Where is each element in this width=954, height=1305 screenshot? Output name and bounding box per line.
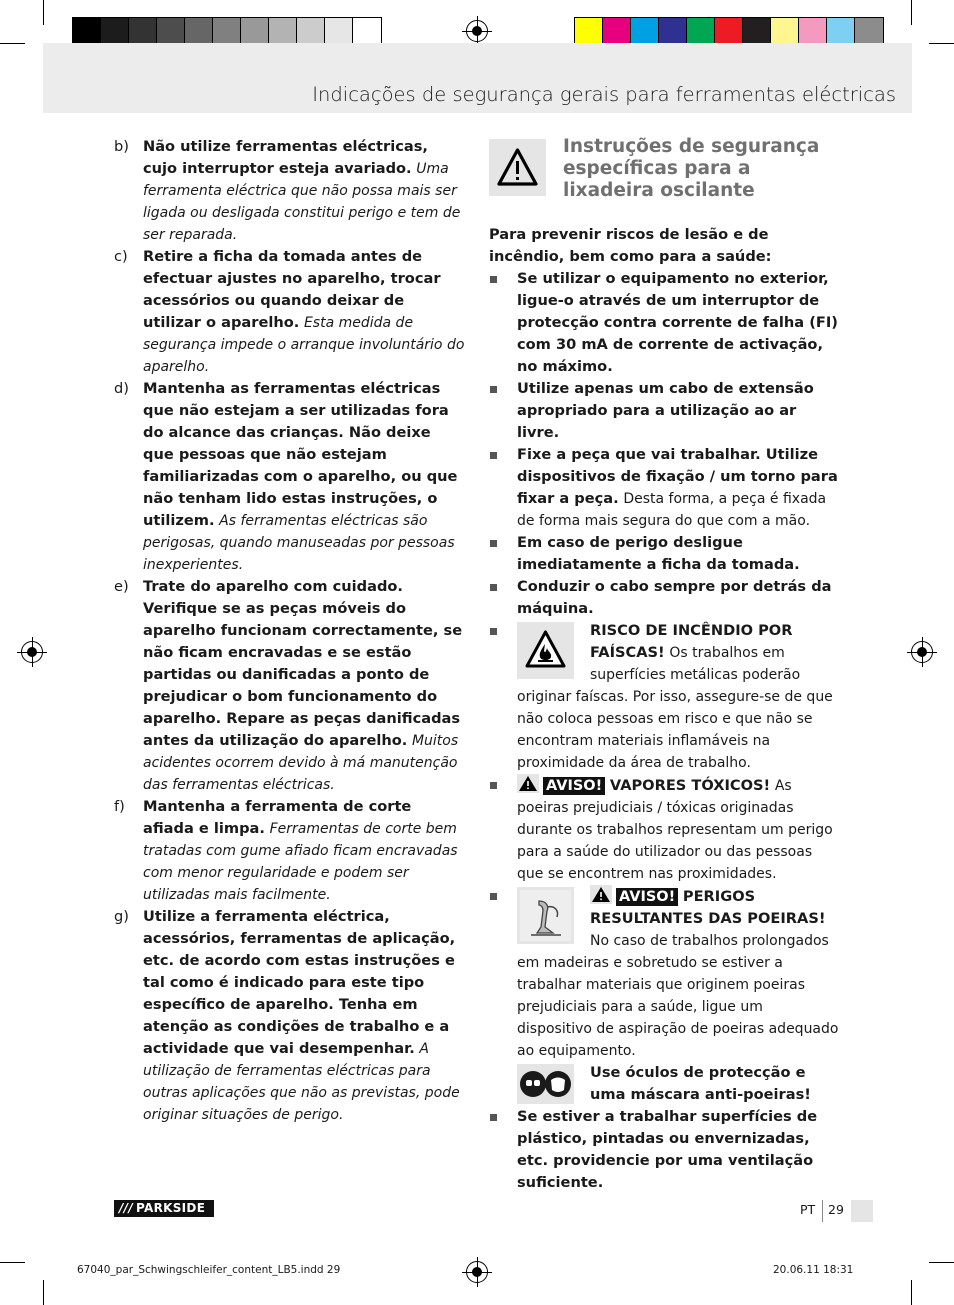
toxic-vapors-item xyxy=(489,774,841,885)
divider xyxy=(822,1200,823,1222)
dust-hazard-item xyxy=(489,885,841,1062)
bullet-icon xyxy=(490,1114,497,1121)
safety-bullet xyxy=(489,444,841,532)
safety-bullet xyxy=(489,576,841,620)
item-bold-text: Utilize a ferramenta eléctrica, acessórios, ferramentas de aplicação, etc. de acordo com estas instruções e tal como é indicado para este tipo específico de aparelho. Tenha em atenção as condições de trabalho e a actividade que vai desempenhar. xyxy=(143,908,456,1057)
color-swatch xyxy=(827,18,855,46)
crop-mark xyxy=(43,0,44,25)
bullet-bold-text: Conduzir o cabo sempre por detrás da máquina. xyxy=(517,578,832,617)
safety-list-item xyxy=(114,906,466,1126)
registration-mark-icon xyxy=(21,641,43,663)
crop-mark xyxy=(911,0,912,25)
warning-triangle-icon xyxy=(489,139,546,196)
bullet-bold-text: Utilize apenas um cabo de extensão apropriado para a utilização ao ar livre. xyxy=(517,380,814,441)
color-swatch xyxy=(101,18,129,46)
fire-risk-item xyxy=(489,620,841,774)
color-swatch xyxy=(269,18,297,46)
bullet-bold-text: Fixe a peça que vai trabalhar. Utilize dispositivos de fixação / um torno para fixar a peça. xyxy=(517,446,838,507)
item-label: d) xyxy=(114,380,129,397)
item-label: b) xyxy=(114,138,129,155)
item-italic-text: Uma ferramenta eléctrica que não possa mais ser ligada ou desligada constitui perigo e tem de ser reparada. xyxy=(143,161,461,243)
aviso-badge: AVISO! xyxy=(616,888,678,906)
color-swatch xyxy=(631,18,659,46)
crop-mark xyxy=(929,1262,954,1263)
ppe-item xyxy=(489,1062,841,1106)
bullet-bold-text: Se utilizar o equipamento no exterior, ligue-o através de um interruptor de protecção contra corrente de falha (FI) com 30 mA de corrente de activação, no máximo. xyxy=(517,270,838,375)
bullet-icon xyxy=(490,276,497,283)
color-swatch xyxy=(73,18,101,46)
item-italic-text: Muitos acidentes ocorrem devido à má manutenção das ferramentas eléctricas. xyxy=(143,733,459,793)
safety-list-item xyxy=(114,378,466,576)
safety-bullet xyxy=(489,378,841,444)
item-italic-text: Ferramentas de corte bem tratadas com gume afiado ficam encravadas com menor regularidade e podem ser utilizadas mais facilmente. xyxy=(143,821,458,903)
ventilation-text: Se estiver a trabalhar superfícies de plástico, pintadas ou envernizadas, etc. providencie por uma ventilação suficiente. xyxy=(517,1108,818,1191)
page-header xyxy=(43,43,912,113)
color-swatch xyxy=(715,18,743,46)
item-label: c) xyxy=(114,248,128,265)
safety-bullet xyxy=(489,532,841,576)
safety-list-item xyxy=(114,796,466,906)
ppe-text: Use óculos de protecção e uma máscara anti-poeiras! xyxy=(590,1064,811,1103)
color-swatch xyxy=(771,18,799,46)
item-bold-text: Mantenha as ferramentas eléctricas que não estejam a ser utilizadas fora do alcance das crianças. Não deixe que pessoas que não estejam familiarizadas com o aparelho, ou que não tenham lido estas instruções, o utilizem. xyxy=(143,380,458,529)
page-title: Indicações de segurança gerais para ferramentas eléctricas xyxy=(312,83,896,106)
goggles-and-mask-icon xyxy=(517,1064,574,1104)
dust-hazard-title: PERIGOS RESULTANTES DAS POEIRAS! xyxy=(590,888,826,927)
registration-mark-icon xyxy=(466,20,488,42)
color-swatch xyxy=(325,18,353,46)
crop-mark xyxy=(911,1280,912,1305)
page-tab xyxy=(851,1200,873,1222)
toxic-vapors-text: As poeiras prejudiciais / tóxicas originadas durante os trabalhos representam um perigo para a saúde do utilizador ou das pessoas que se encontrem nas proximidades. xyxy=(517,778,833,882)
color-swatch xyxy=(297,18,325,46)
logo-slashes: /// xyxy=(119,1201,134,1215)
parkside-logo xyxy=(114,1200,214,1217)
toxic-vapors-title: VAPORES TÓXICOS! xyxy=(609,777,771,794)
item-bold-text: Mantenha a ferramenta de corte afiada e limpa. xyxy=(143,798,412,837)
color-swatch xyxy=(799,18,827,46)
dust-extraction-icon xyxy=(517,887,574,944)
left-column xyxy=(114,136,466,1126)
item-bold-text: Não utilize ferramentas eléctricas, cujo interruptor esteja avariado. xyxy=(143,138,428,177)
page-number: 29 xyxy=(828,1202,844,1217)
ventilation-item xyxy=(489,1106,841,1194)
bullet-bold-text: Em caso de perigo desligue imediatamente a ficha da tomada. xyxy=(517,534,800,573)
color-swatch xyxy=(743,18,771,46)
language-code: PT xyxy=(800,1202,816,1217)
color-swatch xyxy=(855,18,883,46)
crop-mark xyxy=(0,1262,25,1263)
safety-list-item xyxy=(114,136,466,246)
safety-bullet-list xyxy=(489,268,841,620)
warning-triangle-icon xyxy=(590,885,612,904)
crop-mark xyxy=(0,43,25,44)
safety-list-item xyxy=(114,576,466,796)
right-column xyxy=(489,136,841,1194)
item-label: g) xyxy=(114,908,129,925)
bullet-icon xyxy=(490,386,497,393)
brand-name: PARKSIDE xyxy=(136,1201,206,1215)
aviso-badge: AVISO! xyxy=(543,777,605,795)
color-swatch xyxy=(157,18,185,46)
item-bold-text: Trate do aparelho com cuidado. Verifique se as peças móveis do aparelho funcionam correctamente, se não ficam encravadas e se estão partidas ou danificadas a ponto de prejudicar o bom funcionamento do aparelho. Repare as peças danificadas antes da utilização do aparelho. xyxy=(143,578,463,749)
warning-triangle-icon xyxy=(517,774,539,793)
fire-risk-title: RISCO DE INCÊNDIO POR FAÍSCAS! xyxy=(590,622,793,661)
bullet-icon xyxy=(490,628,497,635)
bullet-icon xyxy=(490,584,497,591)
color-swatch xyxy=(603,18,631,46)
registration-mark-icon xyxy=(466,1261,488,1283)
intro-text: Para prevenir riscos de lesão e de incêndio, bem como para a saúde: xyxy=(489,226,772,265)
color-swatch xyxy=(575,18,603,46)
item-label: f) xyxy=(114,798,125,815)
item-label: e) xyxy=(114,578,129,595)
slug-filename: 67040_par_Schwingschleifer_content_LB5.indd 29 xyxy=(77,1264,341,1276)
fire-warning-icon xyxy=(517,622,574,679)
item-italic-text: A utilização de ferramentas eléctricas para outras aplicações que não as previstas, pode originar situações de perigo. xyxy=(143,1041,460,1123)
bullet-icon xyxy=(490,782,497,789)
safety-bullet xyxy=(489,268,841,378)
color-swatch xyxy=(353,18,381,46)
bullet-icon xyxy=(490,452,497,459)
color-swatch xyxy=(241,18,269,46)
color-swatch xyxy=(213,18,241,46)
safety-list-item xyxy=(114,246,466,378)
item-bold-text: Retire a ficha da tomada antes de efectuar ajustes no aparelho, trocar acessórios ou quando deixar de utilizar o aparelho. xyxy=(143,248,441,331)
section-title: Instruções de segurança específicas para a lixadeira oscilante xyxy=(563,136,820,201)
section-header xyxy=(489,136,841,204)
item-italic-text: As ferramentas eléctricas são perigosas, quando manuseadas por pessoas inexperientes. xyxy=(143,513,455,573)
slug-timestamp: 20.06.11 18:31 xyxy=(773,1264,854,1276)
color-swatch xyxy=(185,18,213,46)
bullet-text: Desta forma, a peça é fixada de forma mais segura do que com a mão. xyxy=(517,491,827,529)
bullet-icon xyxy=(490,540,497,547)
item-italic-text: Esta medida de segurança impede o arranque involuntário do aparelho. xyxy=(143,315,465,375)
color-swatch xyxy=(129,18,157,46)
crop-mark xyxy=(929,43,954,44)
registration-mark-icon xyxy=(911,641,933,663)
crop-mark xyxy=(43,1280,44,1305)
bullet-icon xyxy=(490,893,497,900)
dust-hazard-text: No caso de trabalhos prolongados em madeiras e sobretudo se estiver a trabalhar materiais que originem poeiras prejudiciais para a saúde, ligue um dispositivo de aspiração de poeiras adequado ao equipamento. xyxy=(517,933,839,1059)
color-swatch xyxy=(687,18,715,46)
color-swatch xyxy=(659,18,687,46)
fire-risk-text: Os trabalhos em superfícies metálicas poderão originar faíscas. Por isso, assegure-se de que não coloca pessoas em risco e que não se encontram materiais inflamáveis na proximidade da área de trabalho. xyxy=(517,645,833,771)
